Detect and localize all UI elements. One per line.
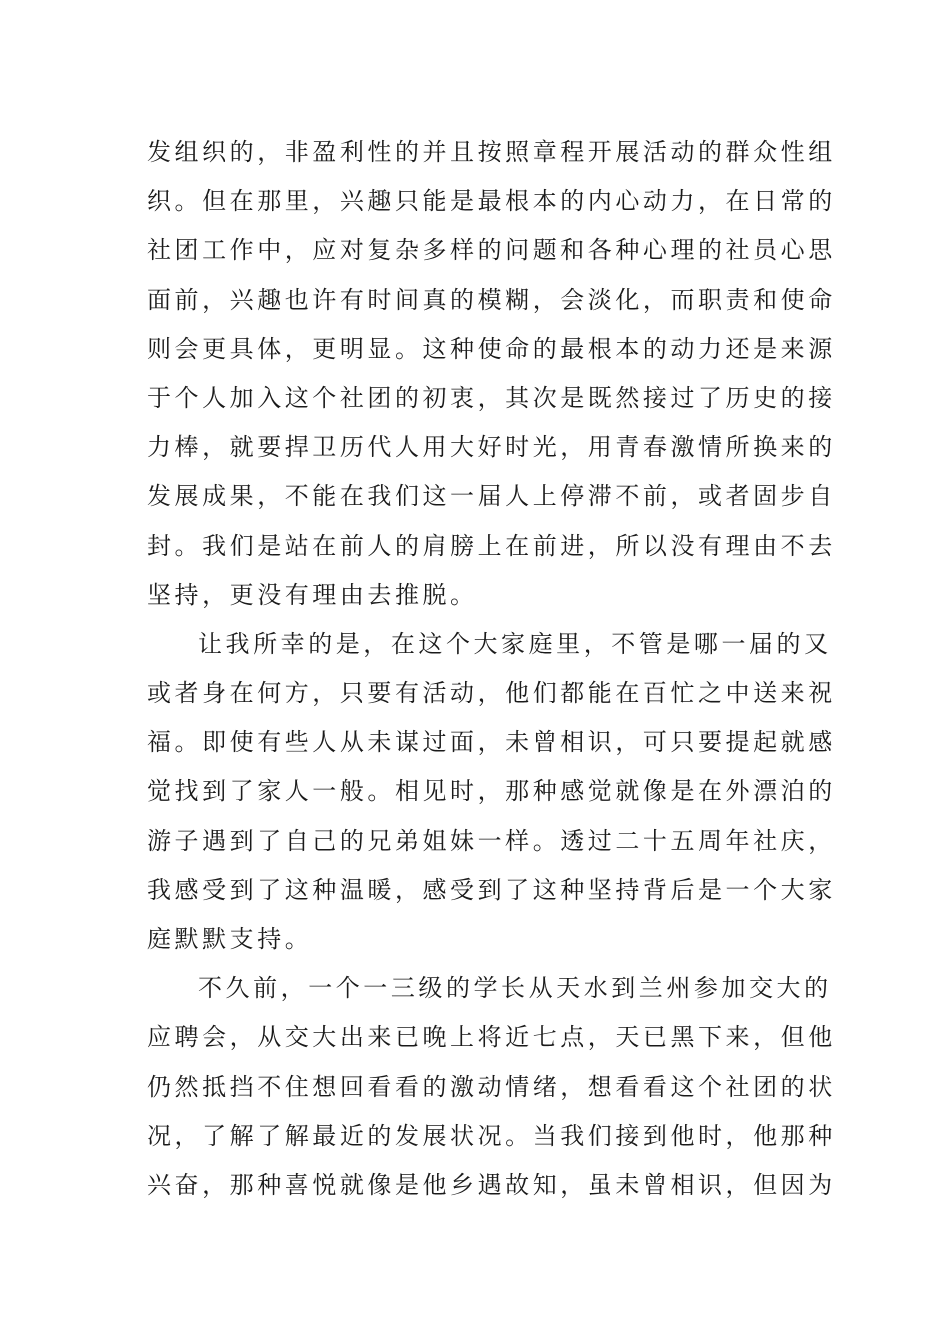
text-line: 庭默默支持。 (147, 925, 313, 953)
text-line: 觉找到了家人一般。相见时，那种感觉就像是在外漂泊的 (147, 777, 836, 806)
text-line: 兴奋，那种喜悦就像是他乡遇故知，虽未曾相识，但因为 (147, 1170, 836, 1199)
text-line: 我感受到了这种温暖，感受到了这种坚持背后是一个大家 (147, 875, 836, 904)
text-line: 织。但在那里，兴趣只能是最根本的内心动力，在日常的 (147, 187, 836, 216)
text-line: 福。即使有些人从未谋过面，未曾相识，可只要提起就感 (147, 728, 836, 757)
body-text (147, 128, 836, 1210)
text-line: 则会更具体，更明显。这种使命的最根本的动力还是来源 (147, 334, 836, 363)
text-line: 况，了解了解最近的发展状况。当我们接到他时，他那种 (147, 1121, 836, 1150)
text-line: 封。我们是站在前人的肩膀上在前进，所以没有理由不去 (147, 531, 836, 560)
text-line: 坚持，更没有理由去推脱。 (147, 580, 478, 609)
text-line: 发组织的，非盈利性的并且按照章程开展活动的群众性组 (147, 138, 836, 166)
paragraph-first-line: 让我所幸的是，在这个大家庭里，不管是哪一届的又 (198, 629, 832, 658)
text-line: 于个人加入这个社团的初衷，其次是既然接过了历史的接 (147, 383, 836, 412)
text-line: 或者身在何方，只要有活动，他们都能在百忙之中送来祝 (147, 679, 836, 708)
text-line: 力棒，就要捍卫历代人用大好时光，用青春激情所换来的 (147, 433, 836, 462)
text-line: 仍然抵挡不住想回看看的激动情绪，想看看这个社团的状 (147, 1072, 836, 1101)
text-line: 社团工作中，应对复杂多样的问题和各种心理的社员心思 (147, 236, 836, 265)
text-line: 发展成果，不能在我们这一届人上停滞不前，或者固步自 (147, 482, 836, 511)
text-line: 面前，兴趣也许有时间真的模糊，会淡化，而职责和使命 (147, 285, 836, 314)
text-line: 应聘会，从交大出来已晚上将近七点，天已黑下来，但他 (147, 1023, 836, 1052)
paragraph-first-line: 不久前，一个一三级的学长从天水到兰州参加交大的 (198, 974, 832, 1003)
text-line: 游子遇到了自己的兄弟姐妹一样。透过二十五周年社庆， (147, 826, 836, 855)
